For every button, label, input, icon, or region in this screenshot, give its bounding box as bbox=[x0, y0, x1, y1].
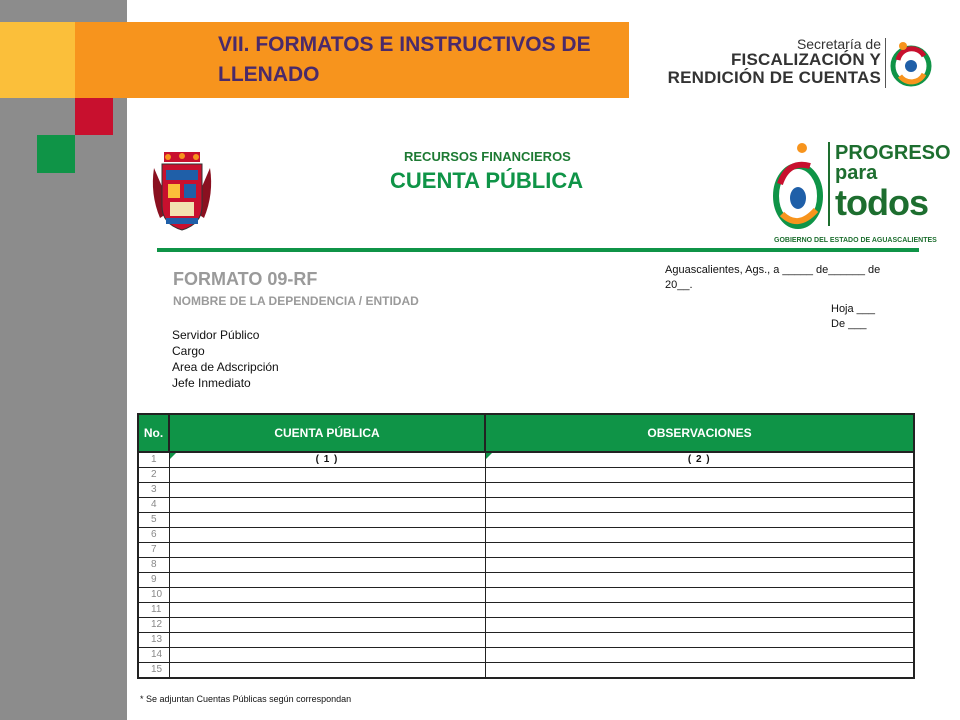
table-row bbox=[138, 528, 914, 543]
observaciones-cell bbox=[485, 648, 914, 663]
row-number: 15 bbox=[138, 663, 169, 679]
row-number: 6 bbox=[138, 528, 169, 543]
secretaria-line2: FISCALIZACIÓN Y bbox=[730, 50, 881, 69]
observaciones-cell bbox=[485, 483, 914, 498]
logo-divider bbox=[885, 38, 886, 88]
yellow-decor-square bbox=[0, 22, 75, 98]
progreso-line2: para bbox=[835, 162, 878, 184]
place-date-line2: 20__. bbox=[665, 279, 693, 291]
cuenta-cell bbox=[169, 498, 485, 513]
cell-marker-icon bbox=[486, 453, 492, 459]
dependencia-label: NOMBRE DE LA DEPENDENCIA / ENTIDAD bbox=[173, 294, 419, 308]
cuenta-cell bbox=[169, 528, 485, 543]
table-row bbox=[138, 468, 914, 483]
progreso-divider bbox=[828, 142, 830, 226]
row-number: 9 bbox=[138, 573, 169, 588]
row-number: 5 bbox=[138, 513, 169, 528]
row-number: 1 bbox=[138, 452, 169, 468]
row-number: 2 bbox=[138, 468, 169, 483]
observaciones-cell bbox=[485, 618, 914, 633]
de-label: De ___ bbox=[831, 318, 867, 330]
area-label: Area de Adscripción bbox=[172, 360, 279, 374]
row-number: 8 bbox=[138, 558, 169, 573]
slide-title: VII. FORMATOS E INSTRUCTIVOS DE LLENADO bbox=[218, 33, 591, 86]
table-row bbox=[138, 618, 914, 633]
servidor-label: Servidor Público bbox=[172, 328, 260, 342]
observaciones-cell bbox=[485, 498, 914, 513]
place-date-line1: Aguascalientes, Ags., a _____ de______ de bbox=[665, 264, 881, 276]
observaciones-cell bbox=[485, 468, 914, 483]
cuenta-cell bbox=[169, 483, 485, 498]
header-observaciones: OBSERVACIONES bbox=[485, 414, 914, 452]
observaciones-cell bbox=[485, 513, 914, 528]
form-title: CUENTA PÚBLICA bbox=[390, 168, 584, 193]
table-row bbox=[138, 452, 914, 468]
cuenta-cell bbox=[169, 618, 485, 633]
table-row bbox=[138, 633, 914, 648]
cuenta-cell bbox=[169, 513, 485, 528]
table-row bbox=[138, 588, 914, 603]
table-header-row bbox=[138, 414, 914, 452]
row-number: 3 bbox=[138, 483, 169, 498]
cuenta-cell bbox=[169, 648, 485, 663]
cuenta-cell bbox=[169, 603, 485, 618]
header-green-rule bbox=[157, 248, 919, 252]
row-number: 13 bbox=[138, 633, 169, 648]
row-number: 11 bbox=[138, 603, 169, 618]
observaciones-cell bbox=[485, 588, 914, 603]
table-row bbox=[138, 603, 914, 618]
row-number: 12 bbox=[138, 618, 169, 633]
coat-of-arms-icon bbox=[150, 150, 214, 232]
cuenta-cell bbox=[169, 558, 485, 573]
progreso-line3: todos bbox=[835, 182, 928, 223]
formato-code: FORMATO 09-RF bbox=[173, 269, 318, 289]
observaciones-cell bbox=[485, 603, 914, 618]
jefe-label: Jefe Inmediato bbox=[172, 376, 251, 390]
row-number: 7 bbox=[138, 543, 169, 558]
footnote: * Se adjuntan Cuentas Públicas según correspondan bbox=[140, 694, 352, 704]
secretaria-line3: RENDICIÓN DE CUENTAS bbox=[667, 68, 881, 87]
cuenta-cell bbox=[169, 468, 485, 483]
hoja-label: Hoja ___ bbox=[831, 303, 876, 315]
row-number: 4 bbox=[138, 498, 169, 513]
table-row bbox=[138, 483, 914, 498]
progreso-para-todos-logo bbox=[770, 138, 951, 250]
cuenta-cell bbox=[169, 633, 485, 648]
cuenta-cell bbox=[169, 663, 485, 679]
green-decor-square bbox=[37, 135, 75, 173]
gobierno-label: GOBIERNO DEL ESTADO DE AGUASCALIENTES bbox=[774, 237, 937, 244]
cuenta-cell bbox=[169, 588, 485, 603]
observaciones-cell bbox=[485, 558, 914, 573]
observaciones-marker: ( 2 ) bbox=[687, 454, 711, 465]
row-number: 14 bbox=[138, 648, 169, 663]
header-cuenta-publica: CUENTA PÚBLICA bbox=[169, 414, 485, 452]
row-number: 10 bbox=[138, 588, 169, 603]
secretaria-line1: Secretaría de bbox=[796, 36, 881, 52]
table-row bbox=[138, 648, 914, 663]
observaciones-cell bbox=[485, 663, 914, 679]
progreso-swirl-icon bbox=[770, 140, 826, 232]
table-row bbox=[138, 663, 914, 679]
observaciones-cell bbox=[485, 543, 914, 558]
table-row bbox=[138, 498, 914, 513]
table-row bbox=[138, 543, 914, 558]
header-no: No. bbox=[138, 414, 169, 452]
table-row bbox=[138, 513, 914, 528]
progreso-line1: PROGRESO bbox=[835, 142, 951, 164]
place-date-line bbox=[665, 263, 895, 293]
observaciones-cell bbox=[485, 528, 914, 543]
cuenta-cell bbox=[169, 452, 485, 468]
cuenta-publica-table bbox=[137, 413, 915, 679]
cuenta-cell bbox=[169, 573, 485, 588]
observaciones-cell bbox=[485, 573, 914, 588]
cell-marker-icon bbox=[170, 453, 176, 459]
cuenta-cell bbox=[169, 543, 485, 558]
observaciones-cell bbox=[485, 452, 914, 468]
cargo-label: Cargo bbox=[172, 344, 205, 358]
observaciones-cell bbox=[485, 633, 914, 648]
table-row bbox=[138, 558, 914, 573]
secretaria-logo bbox=[646, 30, 936, 94]
cuenta-marker: ( 1 ) bbox=[315, 454, 339, 465]
form-subtitle: RECURSOS FINANCIEROS bbox=[404, 149, 571, 164]
swirl-logo-icon bbox=[888, 38, 934, 88]
table-row bbox=[138, 573, 914, 588]
red-decor-square bbox=[75, 98, 113, 135]
